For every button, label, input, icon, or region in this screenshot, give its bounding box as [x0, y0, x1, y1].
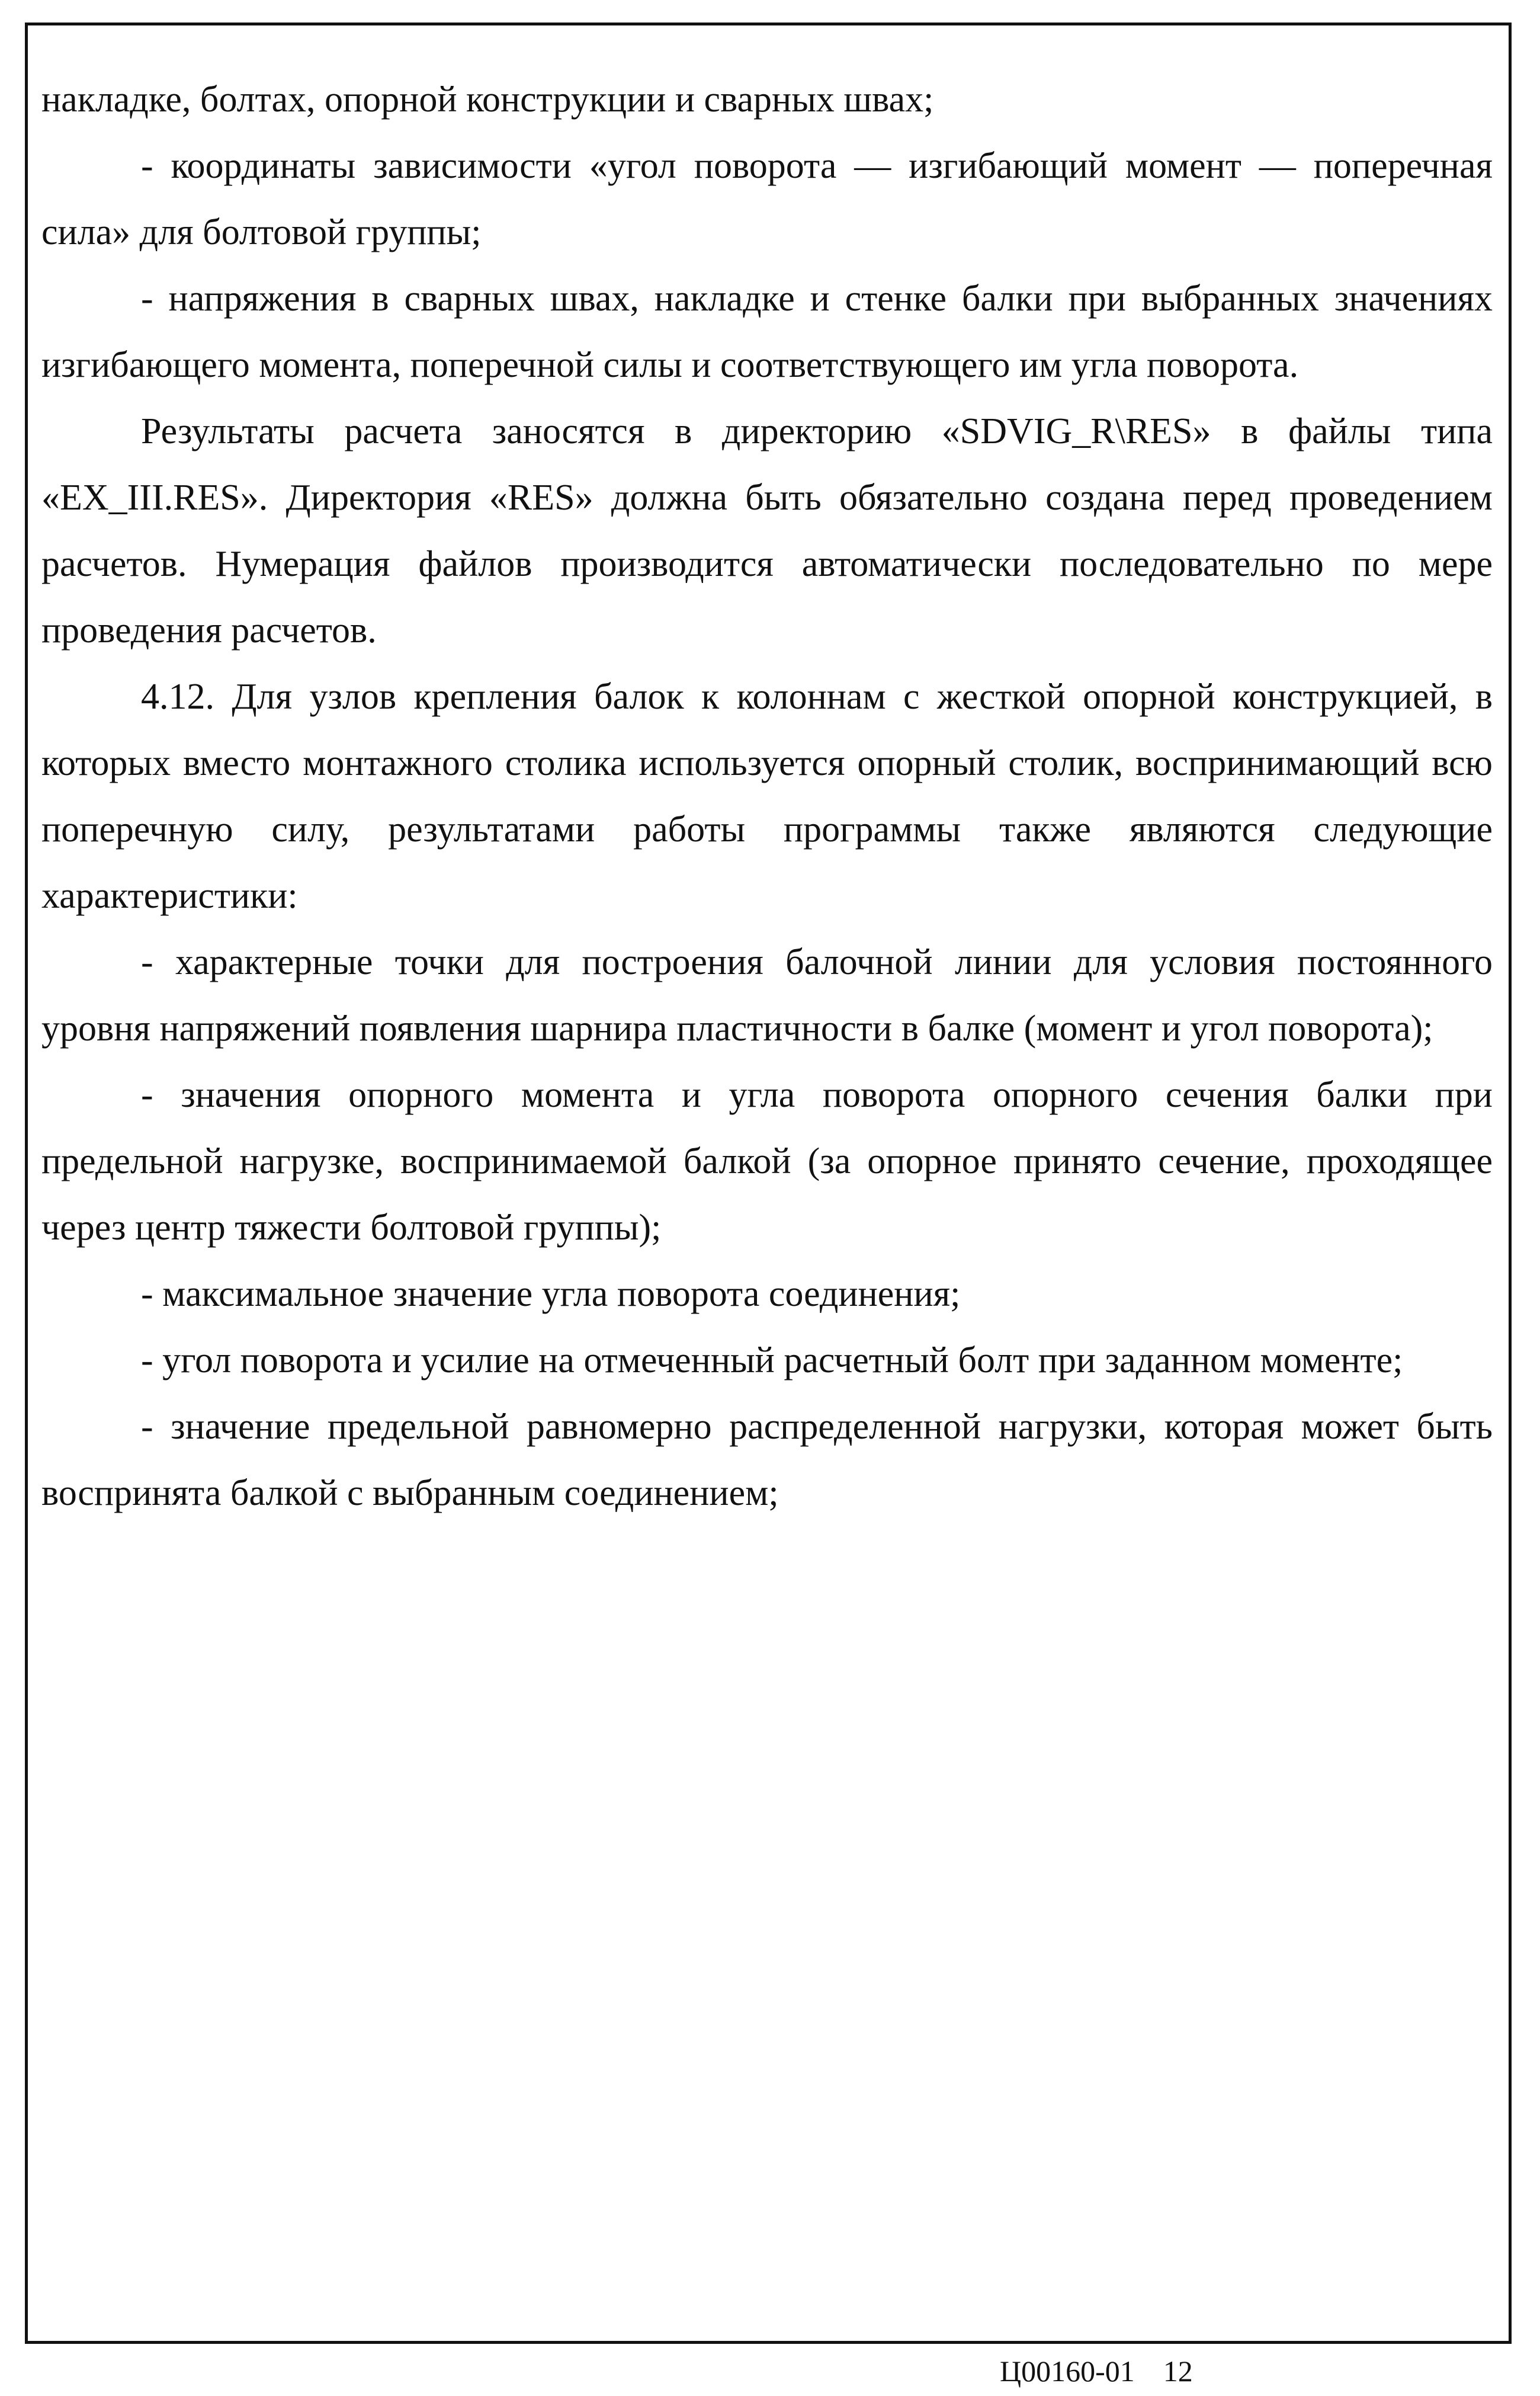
paragraph-list-item: - напряжения в сварных швах, накладке и стенке балки при выбранных значениях изгибающего момента, поперечной силы и соответствующего им угла поворота.: [41, 278, 1493, 385]
document-code: Ц00160-01: [1000, 2355, 1135, 2388]
paragraph-list-item: - максимальное значение угла поворота соединения;: [141, 1274, 961, 1314]
paragraph-list-item: - угол поворота и усилие на отмеченный расчетный болт при заданном моменте;: [141, 1340, 1403, 1380]
paragraph-list-item: - характерные точки для построения балочной линии для условия постоянного уровня напряжений появления шарнира пластичности в балке (момент и угол поворота);: [41, 942, 1493, 1049]
page-footer: [1000, 2353, 1193, 2389]
paragraph-continuation: накладке, болтах, опорной конструкции и сварных швах;: [41, 79, 934, 120]
paragraph-section-4-12: 4.12. Для узлов крепления балок к колоннам с жесткой опорной конструкцией, в которых вместо монтажного столика используется опорный столик, воспринимающий всю поперечную силу, результатами работы программы также являются следующие характеристики:: [41, 677, 1493, 916]
paragraph-list-item: - значение предельной равномерно распределенной нагрузки, которая может быть воспринята балкой с выбранным соединением;: [41, 1407, 1493, 1513]
page-number: 12: [1163, 2355, 1193, 2388]
paragraph-list-item: - координаты зависимости «угол поворота — изгибающий момент — поперечная сила» для болтовой группы;: [41, 146, 1493, 252]
document-body: [41, 66, 1493, 1526]
paragraph-results: Результаты расчета заносятся в директорию «SDVIG_R\RES» в файлы типа «EX_III.RES». Директория «RES» должна быть обязательно создана перед проведением расчетов. Нумерация файлов производится автоматически последовательно по мере проведения расчетов.: [41, 411, 1493, 651]
paragraph-list-item: - значения опорного момента и угла поворота опорного сечения балки при предельной нагрузке, воспринимаемой балкой (за опорное принято сечение, проходящее через центр тяжести болтовой группы);: [41, 1075, 1493, 1248]
